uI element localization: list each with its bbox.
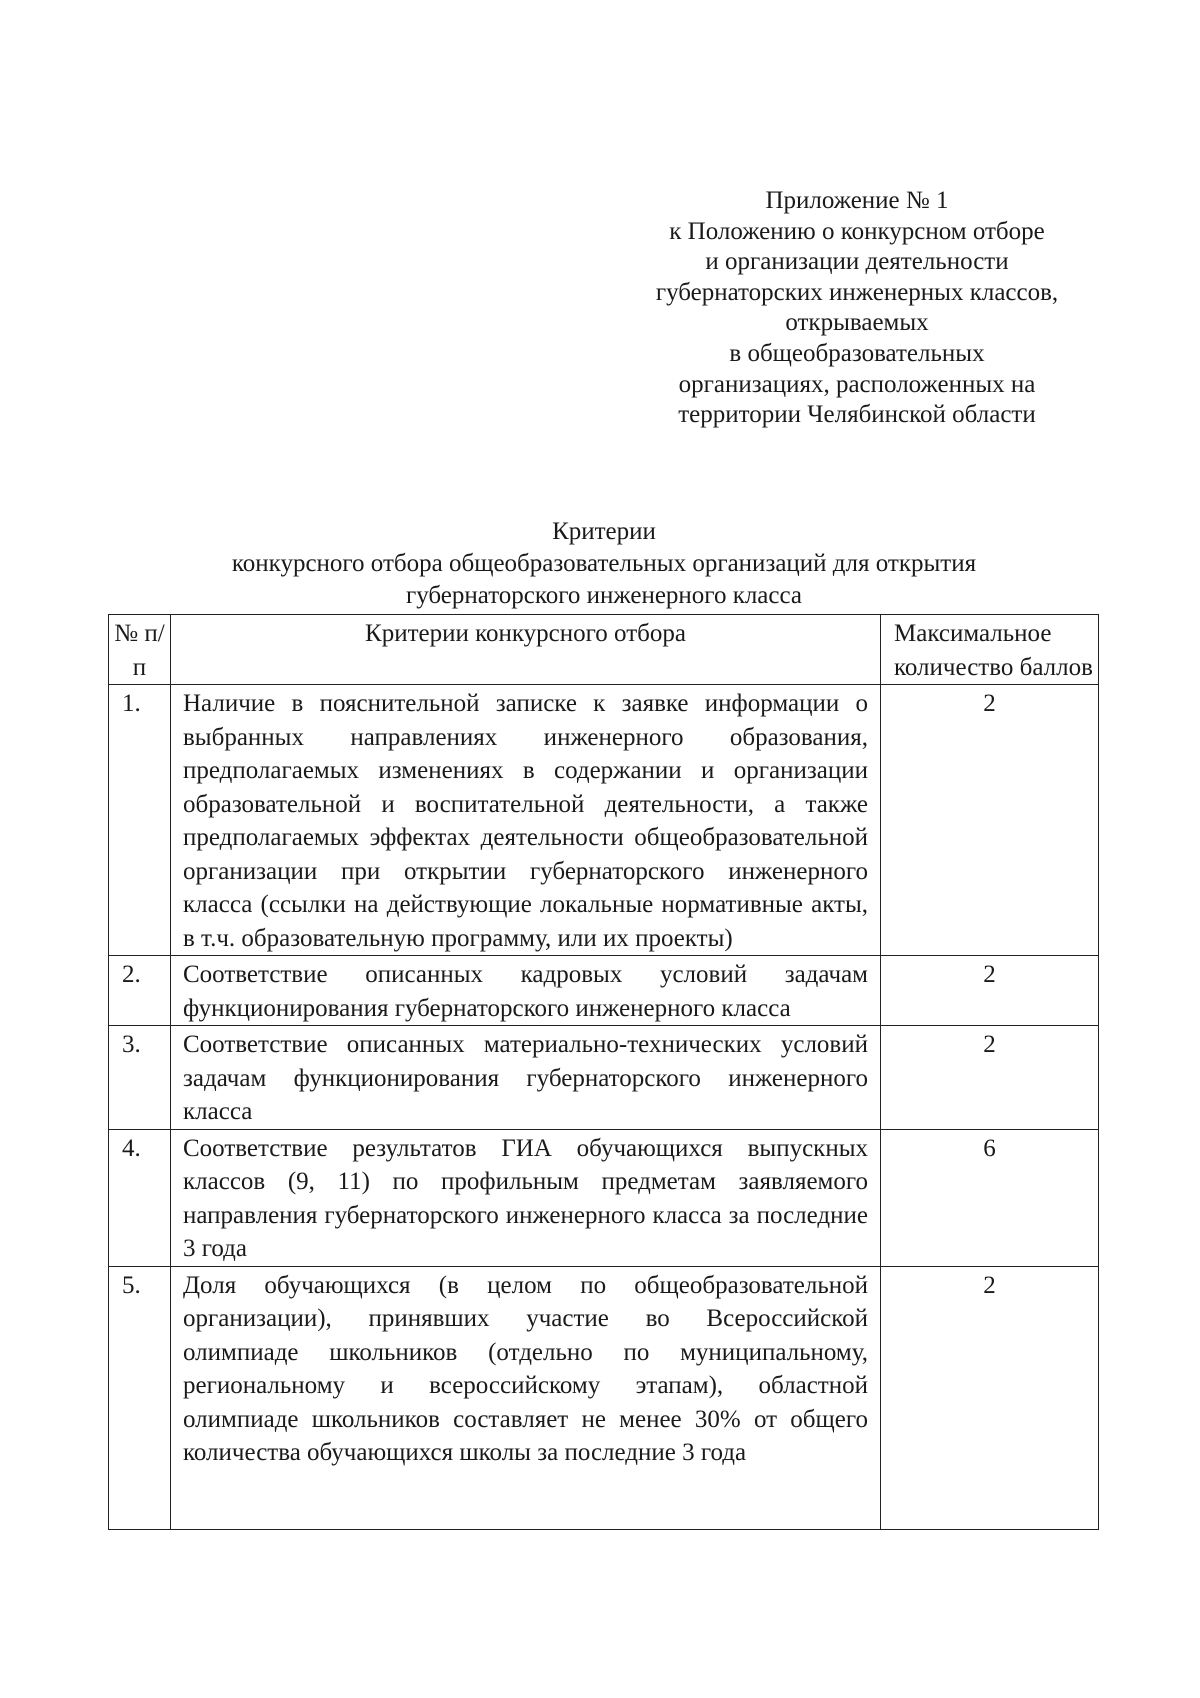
row-score: 2 [881,685,1099,956]
row-criterion: Соответствие описанных материально-технических условий задачам функционирования губернаторского инженерного класса [171,1026,881,1130]
table-row [109,1129,1099,1266]
row-criterion: Доля обучающихся (в целом по общеобразовательной организации), принявших участие во Всероссийской олимпиаде школьников (отдельно по муниципальному, региональному и всероссийскому этапам), областной олимпиаде школьников составляет не менее 30% от общего количества обучающихся школы за последние 3 года [171,1266,881,1529]
row-criterion: Соответствие результатов ГИА обучающихся выпускных классов (9, 11) по профильным предметам заявляемого направления губернаторского инженерного класса за последние 3 года [171,1129,881,1266]
title-line: губернаторского инженерного класса [405,582,803,609]
row-score: 6 [881,1129,1099,1266]
appendix-heading [620,186,1094,431]
appendix-line: в общеобразовательных [729,339,985,367]
appendix-line: Приложение № 1 [765,187,949,214]
document-title [110,516,1098,612]
row-score: 2 [881,956,1099,1026]
appendix-line: организациях, расположенных на [678,370,1036,398]
row-criterion: Наличие в пояснительной записке к заявке информации о выбранных направлениях инженерного образования, предполагаемых изменениях в содержании и организации образовательной и воспитательной деятельности, а также предполагаемых эффектах деятельности общеобразовательной организации при открытии губернаторского инженерного класса (ссылки на действующие локальные нормативные акты, в т.ч. образовательную программу, или их проекты) [171,685,881,956]
appendix-line: и организации деятельности [705,248,1009,276]
row-number: 3. [109,1026,171,1130]
table-row [109,1266,1099,1529]
row-number: 1. [109,685,171,956]
table-row [109,956,1099,1026]
title-line: Критерии [552,518,656,545]
title-line: конкурсного отбора общеобразовательных организаций для открытия [231,550,977,577]
table-row [109,685,1099,956]
row-number: 5. [109,1266,171,1529]
row-number: 2. [109,956,171,1026]
row-score: 2 [881,1026,1099,1130]
row-number: 4. [109,1129,171,1266]
criteria-table [108,614,1099,1530]
appendix-line: губернаторских инженерных классов, [655,278,1059,306]
row-criterion: Соответствие описанных кадровых условий задачам функционирования губернаторского инженерного класса [171,956,881,1026]
table-header-row [109,615,1099,685]
header-number: № п/п [109,615,171,685]
row-score: 2 [881,1266,1099,1529]
header-criteria: Критерии конкурсного отбора [171,615,881,685]
appendix-line: открываемых [785,309,929,337]
appendix-line: к Положению о конкурсном отборе [669,217,1045,245]
header-max-score: Максимальное количество баллов [881,615,1099,685]
appendix-line: территории Челябинской области [678,401,1036,429]
table-row [109,1026,1099,1130]
